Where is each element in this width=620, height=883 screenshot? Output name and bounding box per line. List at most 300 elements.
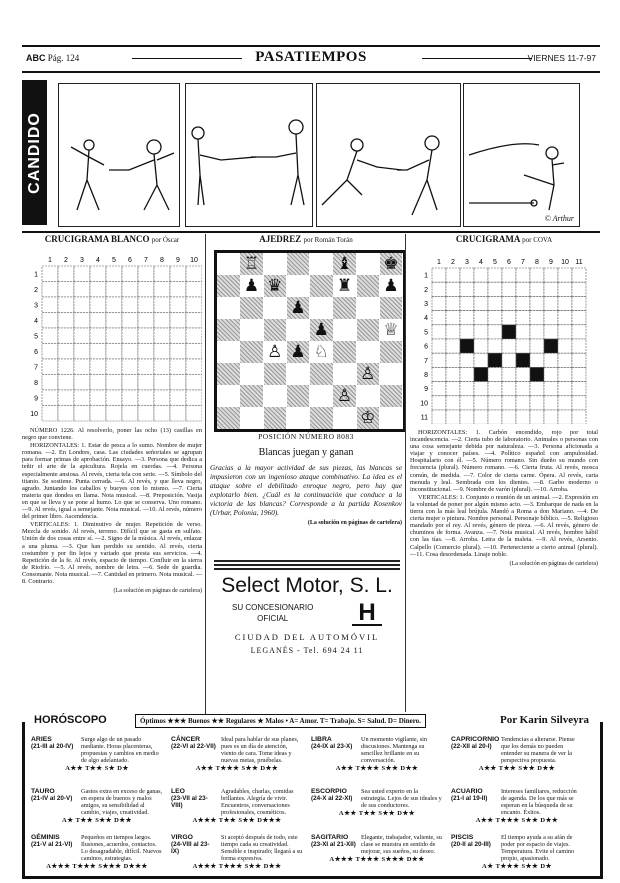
- grid-cell[interactable]: [106, 344, 122, 360]
- grid-cell[interactable]: [106, 282, 122, 298]
- chess-square[interactable]: [240, 297, 263, 319]
- grid-cell[interactable]: [154, 328, 170, 344]
- black-king-icon[interactable]: ♚: [383, 254, 399, 273]
- grid-cell[interactable]: [558, 396, 572, 410]
- grid-cell[interactable]: [154, 406, 170, 422]
- chess-square[interactable]: [357, 275, 380, 297]
- chess-square[interactable]: [333, 275, 356, 297]
- grid-cell[interactable]: [74, 375, 90, 391]
- grid-cell[interactable]: [154, 375, 170, 391]
- black-pawn-icon[interactable]: ♟: [290, 342, 306, 361]
- chess-square[interactable]: [264, 275, 287, 297]
- grid-cell[interactable]: [460, 268, 474, 282]
- cova-crossword-grid[interactable]: [410, 244, 598, 424]
- grid-cell[interactable]: [138, 313, 154, 329]
- chess-square[interactable]: [310, 363, 333, 385]
- grid-cell[interactable]: [74, 297, 90, 313]
- black-pawn-icon[interactable]: ♟: [383, 276, 399, 295]
- grid-cell[interactable]: [516, 282, 530, 296]
- grid-cell[interactable]: [122, 406, 138, 422]
- grid-cell[interactable]: [432, 296, 446, 310]
- grid-cell[interactable]: [170, 328, 186, 344]
- grid-cell[interactable]: [90, 313, 106, 329]
- grid-cell[interactable]: [460, 382, 474, 396]
- grid-cell[interactable]: [460, 396, 474, 410]
- chess-square[interactable]: [240, 407, 263, 429]
- grid-cell[interactable]: [474, 282, 488, 296]
- chess-square[interactable]: [287, 253, 310, 275]
- chess-square[interactable]: [333, 407, 356, 429]
- grid-cell[interactable]: [58, 344, 74, 360]
- grid-cell[interactable]: [42, 282, 58, 298]
- grid-cell[interactable]: [58, 375, 74, 391]
- grid-cell[interactable]: [106, 297, 122, 313]
- grid-cell[interactable]: [502, 268, 516, 282]
- grid-cell[interactable]: [122, 375, 138, 391]
- grid-cell[interactable]: [432, 311, 446, 325]
- grid-cell[interactable]: [558, 282, 572, 296]
- grid-cell[interactable]: [432, 367, 446, 381]
- chess-square[interactable]: [357, 253, 380, 275]
- grid-cell[interactable]: [42, 266, 58, 282]
- grid-cell[interactable]: [58, 297, 74, 313]
- grid-cell[interactable]: [122, 282, 138, 298]
- chess-square[interactable]: [287, 319, 310, 341]
- grid-cell[interactable]: [186, 266, 202, 282]
- chess-square[interactable]: [240, 253, 263, 275]
- chess-square[interactable]: [380, 297, 403, 319]
- chess-square[interactable]: [264, 407, 287, 429]
- grid-cell[interactable]: [154, 313, 170, 329]
- grid-cell[interactable]: [460, 367, 474, 381]
- chess-square[interactable]: [310, 407, 333, 429]
- grid-cell[interactable]: [460, 353, 474, 367]
- grid-cell[interactable]: [572, 367, 586, 381]
- grid-cell[interactable]: [122, 359, 138, 375]
- grid-cell[interactable]: [106, 328, 122, 344]
- black-queen-icon[interactable]: ♛: [267, 276, 283, 295]
- white-pawn-icon[interactable]: ♙: [267, 342, 283, 361]
- grid-cell[interactable]: [90, 375, 106, 391]
- grid-cell[interactable]: [572, 268, 586, 282]
- grid-cell[interactable]: [432, 282, 446, 296]
- grid-cell[interactable]: [446, 353, 460, 367]
- chess-square[interactable]: [380, 275, 403, 297]
- grid-cell[interactable]: [530, 325, 544, 339]
- grid-cell[interactable]: [558, 367, 572, 381]
- grid-cell[interactable]: [154, 344, 170, 360]
- grid-cell[interactable]: [488, 410, 502, 424]
- grid-cell[interactable]: [516, 325, 530, 339]
- grid-cell[interactable]: [42, 297, 58, 313]
- grid-cell[interactable]: [502, 311, 516, 325]
- grid-cell[interactable]: [544, 353, 558, 367]
- grid-cell[interactable]: [170, 390, 186, 406]
- chess-square[interactable]: [217, 253, 240, 275]
- grid-cell[interactable]: [90, 390, 106, 406]
- grid-cell[interactable]: [530, 311, 544, 325]
- grid-cell[interactable]: [106, 313, 122, 329]
- grid-cell[interactable]: [516, 311, 530, 325]
- grid-cell[interactable]: [460, 311, 474, 325]
- chess-square[interactable]: [357, 341, 380, 363]
- grid-cell[interactable]: [90, 328, 106, 344]
- grid-cell[interactable]: [544, 268, 558, 282]
- grid-cell[interactable]: [474, 311, 488, 325]
- chess-square[interactable]: [333, 341, 356, 363]
- grid-cell[interactable]: [170, 313, 186, 329]
- grid-cell[interactable]: [90, 344, 106, 360]
- grid-cell[interactable]: [74, 266, 90, 282]
- grid-cell[interactable]: [432, 410, 446, 424]
- grid-cell[interactable]: [74, 390, 90, 406]
- grid-cell[interactable]: [138, 297, 154, 313]
- grid-cell[interactable]: [170, 282, 186, 298]
- chess-square[interactable]: [287, 385, 310, 407]
- grid-cell[interactable]: [90, 359, 106, 375]
- chess-square[interactable]: [380, 341, 403, 363]
- grid-cell[interactable]: [122, 266, 138, 282]
- grid-cell[interactable]: [42, 390, 58, 406]
- grid-cell[interactable]: [474, 339, 488, 353]
- chess-square[interactable]: [380, 253, 403, 275]
- white-pawn-icon[interactable]: ♙: [336, 386, 353, 405]
- grid-cell[interactable]: [186, 344, 202, 360]
- grid-cell[interactable]: [558, 339, 572, 353]
- black-pawn-icon[interactable]: ♟: [290, 298, 306, 317]
- chess-square[interactable]: [333, 363, 356, 385]
- grid-cell[interactable]: [42, 313, 58, 329]
- grid-cell[interactable]: [446, 311, 460, 325]
- grid-cell[interactable]: [572, 282, 586, 296]
- grid-cell[interactable]: [530, 268, 544, 282]
- grid-cell[interactable]: [558, 410, 572, 424]
- chess-square[interactable]: [217, 385, 240, 407]
- grid-cell[interactable]: [572, 296, 586, 310]
- grid-cell[interactable]: [58, 390, 74, 406]
- grid-cell[interactable]: [502, 296, 516, 310]
- grid-cell[interactable]: [488, 296, 502, 310]
- grid-cell[interactable]: [432, 396, 446, 410]
- grid-cell[interactable]: [106, 375, 122, 391]
- grid-cell[interactable]: [138, 390, 154, 406]
- grid-cell[interactable]: [572, 311, 586, 325]
- grid-cell[interactable]: [516, 296, 530, 310]
- chess-square[interactable]: [264, 385, 287, 407]
- grid-cell[interactable]: [154, 266, 170, 282]
- grid-cell[interactable]: [58, 266, 74, 282]
- grid-cell[interactable]: [446, 268, 460, 282]
- grid-cell[interactable]: [502, 396, 516, 410]
- grid-cell[interactable]: [432, 268, 446, 282]
- grid-cell[interactable]: [106, 390, 122, 406]
- grid-cell[interactable]: [502, 382, 516, 396]
- chess-square[interactable]: [287, 363, 310, 385]
- grid-cell[interactable]: [488, 339, 502, 353]
- grid-cell[interactable]: [106, 359, 122, 375]
- grid-cell[interactable]: [488, 311, 502, 325]
- grid-cell[interactable]: [544, 311, 558, 325]
- grid-cell[interactable]: [42, 359, 58, 375]
- chess-square[interactable]: [310, 385, 333, 407]
- chess-square[interactable]: [357, 297, 380, 319]
- grid-cell[interactable]: [446, 339, 460, 353]
- chess-square[interactable]: [380, 385, 403, 407]
- grid-cell[interactable]: [138, 282, 154, 298]
- grid-cell[interactable]: [432, 353, 446, 367]
- grid-cell[interactable]: [106, 406, 122, 422]
- grid-cell[interactable]: [572, 353, 586, 367]
- chess-square[interactable]: [240, 363, 263, 385]
- grid-cell[interactable]: [530, 296, 544, 310]
- grid-cell[interactable]: [122, 390, 138, 406]
- grid-cell[interactable]: [122, 313, 138, 329]
- chess-square[interactable]: [333, 253, 356, 275]
- chess-square[interactable]: [310, 297, 333, 319]
- grid-cell[interactable]: [488, 268, 502, 282]
- chess-square[interactable]: [240, 319, 263, 341]
- grid-cell[interactable]: [446, 367, 460, 381]
- white-rook-icon[interactable]: ♖: [243, 254, 260, 273]
- grid-cell[interactable]: [154, 359, 170, 375]
- chess-square[interactable]: [357, 319, 380, 341]
- grid-cell[interactable]: [170, 375, 186, 391]
- grid-cell[interactable]: [544, 410, 558, 424]
- chess-square[interactable]: [217, 341, 240, 363]
- grid-cell[interactable]: [170, 297, 186, 313]
- grid-cell[interactable]: [516, 410, 530, 424]
- grid-cell[interactable]: [122, 297, 138, 313]
- grid-cell[interactable]: [74, 328, 90, 344]
- chess-square[interactable]: [287, 341, 310, 363]
- chess-square[interactable]: [380, 407, 403, 429]
- chess-square[interactable]: [287, 407, 310, 429]
- grid-cell[interactable]: [474, 268, 488, 282]
- grid-cell[interactable]: [138, 406, 154, 422]
- chess-square[interactable]: [240, 275, 263, 297]
- chess-square[interactable]: [217, 363, 240, 385]
- grid-cell[interactable]: [544, 325, 558, 339]
- white-knight-icon[interactable]: ♘: [313, 342, 329, 361]
- grid-cell[interactable]: [446, 410, 460, 424]
- grid-cell[interactable]: [572, 410, 586, 424]
- grid-cell[interactable]: [460, 296, 474, 310]
- advertisement[interactable]: [214, 560, 400, 682]
- grid-cell[interactable]: [154, 297, 170, 313]
- grid-cell[interactable]: [122, 344, 138, 360]
- grid-cell[interactable]: [186, 406, 202, 422]
- grid-cell[interactable]: [186, 359, 202, 375]
- black-bishop-icon[interactable]: ♝: [336, 254, 353, 273]
- blank-crossword-grid[interactable]: [22, 244, 202, 422]
- chess-square[interactable]: [380, 319, 403, 341]
- grid-cell[interactable]: [58, 359, 74, 375]
- grid-cell[interactable]: [558, 311, 572, 325]
- grid-cell[interactable]: [186, 375, 202, 391]
- grid-cell[interactable]: [544, 296, 558, 310]
- grid-cell[interactable]: [446, 296, 460, 310]
- chess-square[interactable]: [240, 341, 263, 363]
- grid-cell[interactable]: [516, 382, 530, 396]
- grid-cell[interactable]: [74, 313, 90, 329]
- grid-cell[interactable]: [460, 410, 474, 424]
- grid-cell[interactable]: [42, 375, 58, 391]
- grid-cell[interactable]: [474, 396, 488, 410]
- chess-square[interactable]: [264, 319, 287, 341]
- grid-cell[interactable]: [516, 268, 530, 282]
- grid-cell[interactable]: [186, 282, 202, 298]
- grid-cell[interactable]: [170, 266, 186, 282]
- chess-square[interactable]: [333, 385, 356, 407]
- grid-cell[interactable]: [474, 296, 488, 310]
- grid-cell[interactable]: [558, 325, 572, 339]
- grid-cell[interactable]: [544, 396, 558, 410]
- chess-square[interactable]: [287, 297, 310, 319]
- chess-square[interactable]: [310, 275, 333, 297]
- grid-cell[interactable]: [516, 396, 530, 410]
- grid-cell[interactable]: [432, 325, 446, 339]
- grid-cell[interactable]: [138, 266, 154, 282]
- grid-cell[interactable]: [186, 313, 202, 329]
- grid-cell[interactable]: [74, 344, 90, 360]
- ad-phone[interactable]: LEGANÉS - Tel. 694 24 11: [250, 646, 364, 655]
- grid-cell[interactable]: [558, 353, 572, 367]
- grid-cell[interactable]: [446, 325, 460, 339]
- grid-cell[interactable]: [516, 367, 530, 381]
- grid-cell[interactable]: [138, 359, 154, 375]
- grid-cell[interactable]: [186, 297, 202, 313]
- grid-cell[interactable]: [544, 367, 558, 381]
- chess-square[interactable]: [240, 385, 263, 407]
- grid-cell[interactable]: [530, 396, 544, 410]
- grid-cell[interactable]: [170, 406, 186, 422]
- chess-square[interactable]: [264, 297, 287, 319]
- grid-cell[interactable]: [488, 282, 502, 296]
- chess-square[interactable]: [264, 341, 287, 363]
- grid-cell[interactable]: [90, 406, 106, 422]
- chess-square[interactable]: [380, 363, 403, 385]
- chess-square[interactable]: [357, 385, 380, 407]
- grid-cell[interactable]: [90, 282, 106, 298]
- grid-cell[interactable]: [122, 328, 138, 344]
- grid-cell[interactable]: [42, 328, 58, 344]
- grid-cell[interactable]: [488, 382, 502, 396]
- grid-cell[interactable]: [474, 353, 488, 367]
- grid-cell[interactable]: [572, 396, 586, 410]
- grid-cell[interactable]: [432, 382, 446, 396]
- grid-cell[interactable]: [502, 367, 516, 381]
- hyundai-logo-icon: H: [352, 602, 382, 626]
- grid-cell[interactable]: [154, 390, 170, 406]
- grid-cell[interactable]: [58, 313, 74, 329]
- grid-cell[interactable]: [432, 339, 446, 353]
- chess-square[interactable]: [357, 363, 380, 385]
- grid-cell[interactable]: [446, 396, 460, 410]
- grid-cell[interactable]: [74, 282, 90, 298]
- grid-cell[interactable]: [488, 396, 502, 410]
- grid-cell[interactable]: [558, 268, 572, 282]
- grid-cell[interactable]: [74, 406, 90, 422]
- grid-cell[interactable]: [106, 266, 122, 282]
- grid-cell[interactable]: [42, 406, 58, 422]
- grid-cell[interactable]: [558, 296, 572, 310]
- grid-cell[interactable]: [74, 359, 90, 375]
- grid-cell[interactable]: [558, 382, 572, 396]
- grid-cell[interactable]: [58, 328, 74, 344]
- chess-square[interactable]: [217, 407, 240, 429]
- white-king-icon[interactable]: ♔: [360, 408, 376, 427]
- grid-cell[interactable]: [530, 353, 544, 367]
- grid-cell[interactable]: [502, 410, 516, 424]
- grid-cell[interactable]: [58, 406, 74, 422]
- grid-cell[interactable]: [42, 344, 58, 360]
- grid-cell[interactable]: [138, 344, 154, 360]
- chess-square[interactable]: [310, 341, 333, 363]
- white-queen-icon[interactable]: ♕: [383, 320, 399, 339]
- chess-square[interactable]: [310, 253, 333, 275]
- grid-cell[interactable]: [170, 359, 186, 375]
- black-pawn-icon[interactable]: ♟: [243, 276, 260, 295]
- chess-board[interactable]: [214, 250, 406, 432]
- grid-cell[interactable]: [474, 325, 488, 339]
- white-pawn-icon[interactable]: ♙: [360, 364, 376, 383]
- black-pawn-icon[interactable]: ♟: [313, 320, 329, 339]
- grid-cell[interactable]: [530, 410, 544, 424]
- grid-cell[interactable]: [446, 382, 460, 396]
- chess-square[interactable]: [357, 407, 380, 429]
- grid-cell[interactable]: [460, 282, 474, 296]
- chess-square[interactable]: [217, 319, 240, 341]
- grid-cell[interactable]: [502, 353, 516, 367]
- grid-cell[interactable]: [530, 282, 544, 296]
- grid-cell[interactable]: [58, 282, 74, 298]
- grid-cell[interactable]: [186, 328, 202, 344]
- grid-cell[interactable]: [488, 367, 502, 381]
- chess-square[interactable]: [287, 275, 310, 297]
- grid-cell[interactable]: [544, 382, 558, 396]
- black-rook-icon[interactable]: ♜: [336, 276, 353, 295]
- chess-square[interactable]: [333, 297, 356, 319]
- grid-cell[interactable]: [516, 339, 530, 353]
- grid-cell[interactable]: [572, 339, 586, 353]
- grid-cell[interactable]: [138, 328, 154, 344]
- grid-cell[interactable]: [572, 325, 586, 339]
- grid-cell[interactable]: [154, 282, 170, 298]
- grid-cell[interactable]: [460, 325, 474, 339]
- grid-cell[interactable]: [90, 266, 106, 282]
- grid-cell[interactable]: [530, 382, 544, 396]
- grid-cell[interactable]: [170, 344, 186, 360]
- grid-cell[interactable]: [530, 339, 544, 353]
- chess-square[interactable]: [217, 297, 240, 319]
- grid-cell[interactable]: [572, 382, 586, 396]
- grid-cell[interactable]: [446, 282, 460, 296]
- chess-square[interactable]: [310, 319, 333, 341]
- grid-cell[interactable]: [138, 375, 154, 391]
- chess-square[interactable]: [264, 363, 287, 385]
- grid-cell[interactable]: [488, 325, 502, 339]
- chess-square[interactable]: [217, 275, 240, 297]
- chess-square[interactable]: [264, 253, 287, 275]
- grid-cell[interactable]: [90, 297, 106, 313]
- grid-cell[interactable]: [544, 282, 558, 296]
- grid-cell[interactable]: [474, 410, 488, 424]
- grid-cell[interactable]: [502, 282, 516, 296]
- chess-square[interactable]: [333, 319, 356, 341]
- grid-cell[interactable]: [502, 339, 516, 353]
- grid-cell[interactable]: [186, 390, 202, 406]
- grid-cell[interactable]: [474, 382, 488, 396]
